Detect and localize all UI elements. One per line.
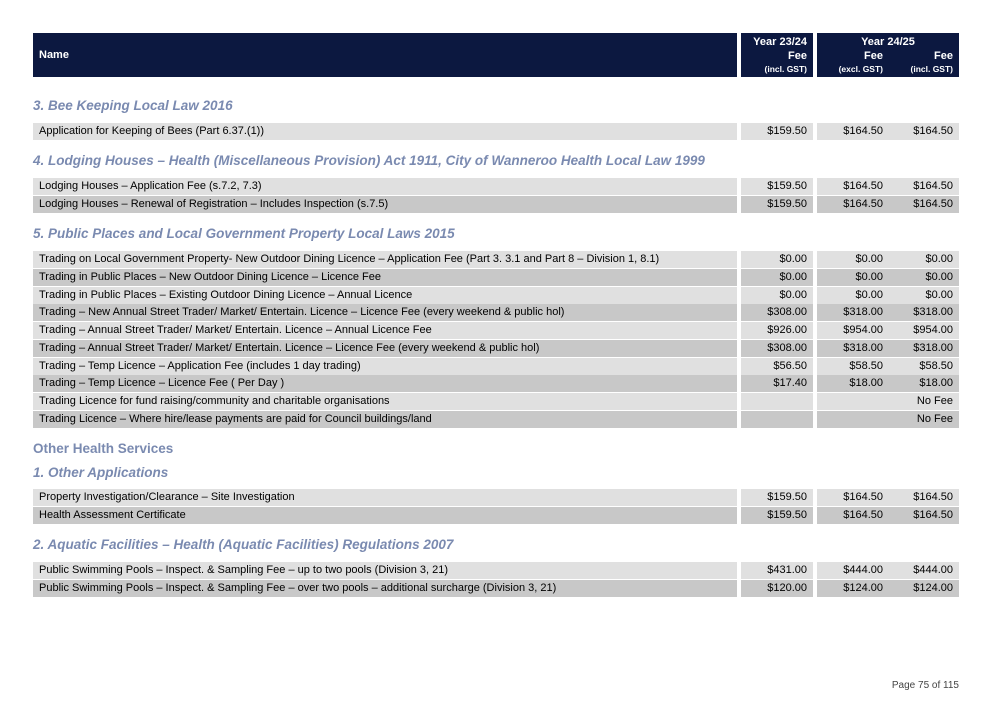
fee-name: Trading Licence – Where hire/lease payments are paid for Council buildings/land	[33, 411, 737, 428]
fee-row	[33, 340, 959, 357]
fee-incl-gst: $0.00	[925, 289, 953, 301]
fee-row	[33, 489, 959, 506]
fee-year-23-24	[741, 393, 813, 410]
fee-name: Trading Licence for fund raising/community and charitable organisations	[33, 393, 737, 410]
fee-year-24-25	[817, 393, 959, 410]
fee-year-23-24: $308.00	[741, 340, 813, 357]
fee-incl-gst: $18.00	[919, 377, 953, 389]
fee-name: Trading in Public Places – Existing Outdoor Dining Licence – Annual Licence	[33, 287, 737, 304]
fee-row	[33, 251, 959, 268]
fee-row	[33, 178, 959, 195]
fee-incl-gst: No Fee	[916, 395, 953, 407]
year-24-25-fee-incl-label: Fee	[934, 50, 953, 62]
fee-incl-gst: $0.00	[925, 253, 953, 265]
year-23-24-gst-label: (incl. GST)	[764, 64, 807, 74]
fee-incl-gst: $164.50	[913, 180, 953, 192]
year-24-25-gst-incl-label: (incl. GST)	[910, 64, 953, 74]
fee-year-24-25	[817, 123, 959, 140]
year-23-24-column-header	[741, 33, 813, 77]
section-heading-aquatic-facilities: 2. Aquatic Facilities – Health (Aquatic Facilities) Regulations 2007	[33, 537, 454, 552]
fee-year-23-24: $17.40	[741, 375, 813, 392]
fee-year-23-24: $159.50	[741, 196, 813, 213]
fee-year-24-25	[817, 269, 959, 286]
fee-row	[33, 393, 959, 410]
fee-year-23-24: $0.00	[741, 287, 813, 304]
fee-excl-gst: $164.50	[843, 198, 883, 210]
section-heading-public-places: 5. Public Places and Local Government Property Local Laws 2015	[33, 226, 455, 241]
fee-year-23-24: $159.50	[741, 489, 813, 506]
fee-row	[33, 411, 959, 428]
year-24-25-label: Year 24/25	[861, 36, 915, 48]
fee-year-23-24: $159.50	[741, 507, 813, 524]
fee-name: Trading in Public Places – New Outdoor Dining Licence – Licence Fee	[33, 269, 737, 286]
fee-name: Application for Keeping of Bees (Part 6.37.(1))	[33, 123, 737, 140]
fee-excl-gst: $0.00	[855, 271, 883, 283]
name-column-header: Name	[33, 33, 737, 77]
fee-row	[33, 287, 959, 304]
fee-incl-gst: $954.00	[913, 324, 953, 336]
fee-row	[33, 304, 959, 321]
fee-row	[33, 507, 959, 524]
fee-year-24-25	[817, 375, 959, 392]
fee-excl-gst: $444.00	[843, 564, 883, 576]
fee-row	[33, 269, 959, 286]
fee-incl-gst: $164.50	[913, 509, 953, 521]
fee-name: Trading – Annual Street Trader/ Market/ Entertain. Licence – Licence Fee (every weekend & public hol)	[33, 340, 737, 357]
year-24-25-fee-excl-label: Fee	[864, 50, 883, 62]
fee-incl-gst: $318.00	[913, 342, 953, 354]
section-heading-other-health-services: Other Health Services	[33, 441, 174, 456]
fee-year-24-25	[817, 358, 959, 375]
fee-name: Trading – Temp Licence – Application Fee (includes 1 day trading)	[33, 358, 737, 375]
fee-row	[33, 358, 959, 375]
fee-year-23-24: $159.50	[741, 123, 813, 140]
fee-year-24-25	[817, 580, 959, 597]
fee-incl-gst: $164.50	[913, 491, 953, 503]
fee-year-23-24: $308.00	[741, 304, 813, 321]
fee-name: Public Swimming Pools – Inspect. & Sampling Fee – up to two pools (Division 3, 21)	[33, 562, 737, 579]
fee-name: Lodging Houses – Renewal of Registration – Includes Inspection (s.7.5)	[33, 196, 737, 213]
section-heading-lodging-houses: 4. Lodging Houses – Health (Miscellaneous Provision) Act 1911, City of Wanneroo Health Local Law 1999	[33, 153, 705, 168]
fee-year-23-24: $159.50	[741, 178, 813, 195]
fee-incl-gst: $318.00	[913, 306, 953, 318]
fee-name: Trading – New Annual Street Trader/ Market/ Entertain. Licence – Licence Fee (every weekend & public hol)	[33, 304, 737, 321]
fee-year-24-25	[817, 411, 959, 428]
year-23-24-fee-label: Fee	[788, 50, 807, 62]
section-heading-bee-keeping: 3. Bee Keeping Local Law 2016	[33, 98, 233, 113]
fee-excl-gst: $0.00	[855, 289, 883, 301]
fee-excl-gst: $954.00	[843, 324, 883, 336]
year-24-25-gst-excl-label: (excl. GST)	[838, 64, 883, 74]
fee-incl-gst: $444.00	[913, 564, 953, 576]
fee-incl-gst: $164.50	[913, 198, 953, 210]
fee-year-24-25	[817, 507, 959, 524]
fee-excl-gst: $164.50	[843, 125, 883, 137]
fee-incl-gst: $164.50	[913, 125, 953, 137]
fee-year-24-25	[817, 196, 959, 213]
fee-name: Trading on Local Government Property- New Outdoor Dining Licence – Application Fee (Part 3. 3.1 and Part 8 – Division 1, 8.1)	[33, 251, 737, 268]
fee-incl-gst: $0.00	[925, 271, 953, 283]
year-23-24-label: Year 23/24	[753, 36, 807, 48]
fee-year-23-24: $0.00	[741, 251, 813, 268]
fee-excl-gst: $18.00	[849, 377, 883, 389]
fee-year-23-24: $926.00	[741, 322, 813, 339]
fee-year-24-25	[817, 304, 959, 321]
fee-year-23-24	[741, 411, 813, 428]
fee-row	[33, 580, 959, 597]
fee-incl-gst: No Fee	[916, 413, 953, 425]
fee-excl-gst: $124.00	[843, 582, 883, 594]
fee-excl-gst: $58.50	[849, 360, 883, 372]
fee-year-24-25	[817, 489, 959, 506]
fee-excl-gst: $318.00	[843, 342, 883, 354]
fee-name: Trading – Annual Street Trader/ Market/ Entertain. Licence – Annual Licence Fee	[33, 322, 737, 339]
fee-row	[33, 562, 959, 579]
fee-row	[33, 123, 959, 140]
fee-year-24-25	[817, 322, 959, 339]
section-heading-other-applications: 1. Other Applications	[33, 465, 169, 480]
fee-excl-gst: $164.50	[843, 180, 883, 192]
year-24-25-column-header	[817, 33, 959, 77]
fee-excl-gst: $318.00	[843, 306, 883, 318]
page-number: Page 75 of 115	[891, 680, 959, 691]
fee-year-23-24: $0.00	[741, 269, 813, 286]
fee-excl-gst: $0.00	[855, 253, 883, 265]
fee-year-23-24: $431.00	[741, 562, 813, 579]
fee-year-23-24: $120.00	[741, 580, 813, 597]
fee-year-24-25	[817, 287, 959, 304]
fee-row	[33, 196, 959, 213]
fee-name: Property Investigation/Clearance – Site Investigation	[33, 489, 737, 506]
fee-year-24-25	[817, 340, 959, 357]
fee-incl-gst: $58.50	[919, 360, 953, 372]
fee-name: Public Swimming Pools – Inspect. & Sampling Fee – over two pools – additional surcharge (Division 3, 21)	[33, 580, 737, 597]
fee-year-23-24: $56.50	[741, 358, 813, 375]
fee-row	[33, 375, 959, 392]
fee-name: Trading – Temp Licence – Licence Fee ( Per Day )	[33, 375, 737, 392]
fee-year-24-25	[817, 251, 959, 268]
fee-incl-gst: $124.00	[913, 582, 953, 594]
fee-name: Lodging Houses – Application Fee (s.7.2, 7.3)	[33, 178, 737, 195]
fee-year-24-25	[817, 178, 959, 195]
fee-excl-gst: $164.50	[843, 509, 883, 521]
fee-year-24-25	[817, 562, 959, 579]
fee-name: Health Assessment Certificate	[33, 507, 737, 524]
fee-excl-gst: $164.50	[843, 491, 883, 503]
fee-row	[33, 322, 959, 339]
